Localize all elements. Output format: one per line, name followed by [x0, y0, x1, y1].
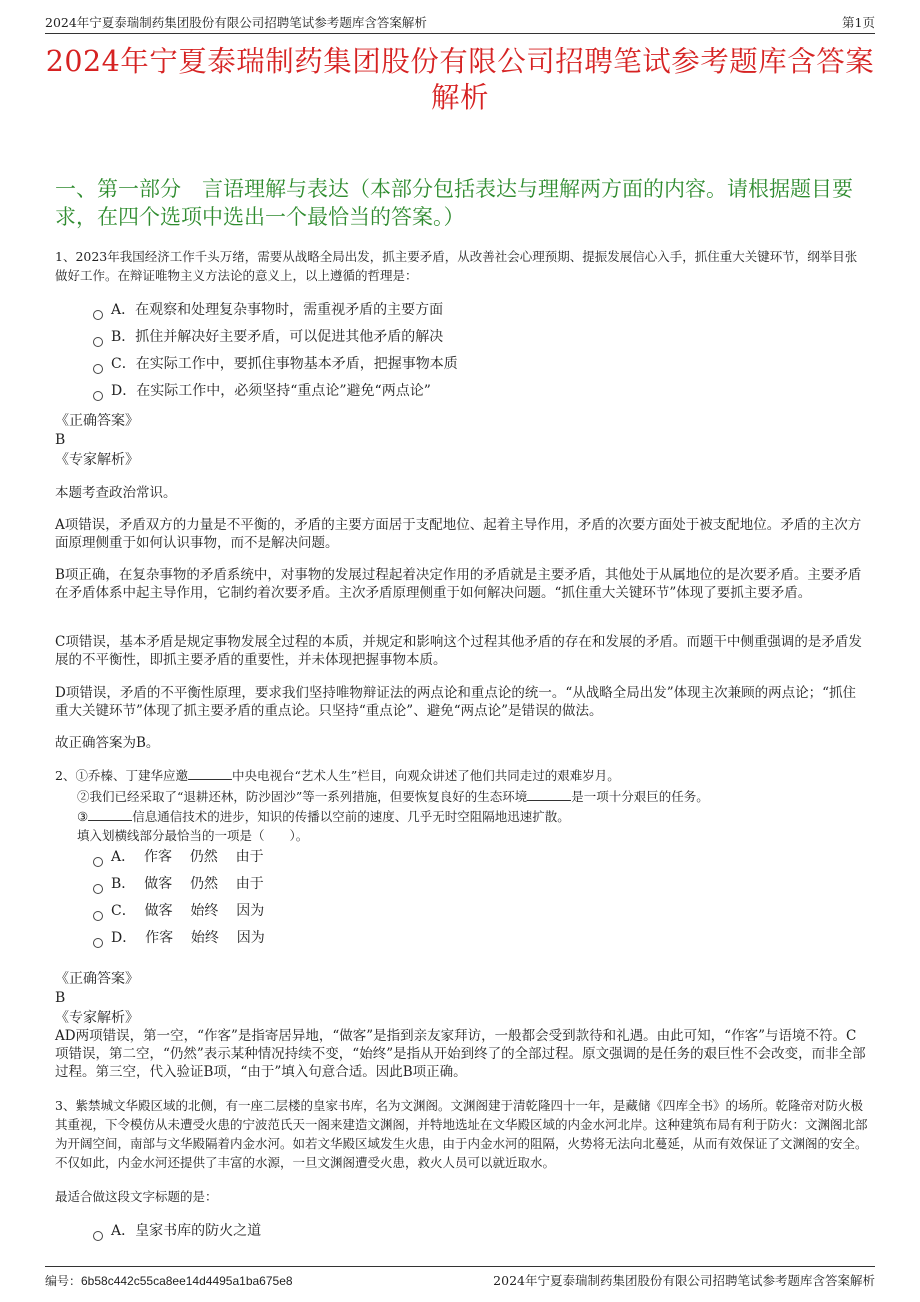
- document-title: 2024年宁夏泰瑞制药集团股份有限公司招聘笔试参考题库含答案解析: [45, 45, 875, 114]
- analysis-paragraph: AD两项错误，第一空，“作客”是指寄居异地，“做客”是指到亲友家拜访，一般都会受到款待和礼遇。由此可知，“作客”与语境不符。C项错误，第二空，“仍然”表示某种情况持续不变，“始终”是指从开始到终了的全部过程。原文强调的是任务的艰巨性不会改变，而非全部过程。第三空，代入验证B项，“由于”填入句意合适。因此B项正确。: [55, 1028, 866, 1080]
- radio-icon[interactable]: [93, 884, 103, 894]
- question-3-stem: 3、紫禁城文华殿区域的北侧，有一座二层楼的皇家书库，名为文渊阁。文渊阁建于清乾隆四十一年，是藏储《四库全书》的场所。乾隆帝对防火极其重视，下令模仿从未遭受火患的宁波范氏天一阁来建造文渊阁，并特地选址在文华殿区域的内金水河北岸。这种建筑布局有利于防火：文渊阁北部为开阔空间，南部与文华殿隔着内金水河。如若文华殿区域发生火患，由于内金水河的阻隔，火势将无法向北蔓延，从而有效保证了文渊阁的安全。不仅如此，内金水河还提供了丰富的水源，一旦文渊阁遭受火患，救火人员可以就近取水。: [55, 1098, 868, 1170]
- section-heading: 一、第一部分 言语理解与表达（本部分包括表达与理解两方面的内容。请根据题目要求，在四个选项中选出一个最恰当的答案。）: [55, 177, 853, 229]
- answer-label: 《正确答案》: [55, 413, 139, 429]
- analysis-label: 《专家解析》: [55, 1010, 139, 1026]
- footer-title: 2024年宁夏泰瑞制药集团股份有限公司招聘笔试参考题库含答案解析: [493, 1273, 875, 1288]
- question-2-line-2: ②我们已经采取了“退耕还林，防沙固沙”等一系列措施，但要恢复良好的生态环境 是一项十分艰巨的任务。: [77, 789, 709, 804]
- radio-icon[interactable]: [93, 857, 103, 867]
- question-3-prompt: 最适合做这段文字标题的是：: [55, 1189, 218, 1204]
- radio-icon[interactable]: [93, 938, 103, 948]
- question-2-line-1: 2、①乔榛、丁建华应邀 中央电视台“艺术人生”栏目，向观众讲述了他们共同走过的艰难岁月。: [55, 768, 620, 783]
- header-divider: [45, 33, 875, 34]
- question-2-option-d[interactable]: D． 作客 始终 因为: [93, 928, 265, 948]
- question-1-option-c[interactable]: C．在实际工作中，要抓住事物基本矛盾，把握事物本质: [93, 354, 458, 374]
- question-1-stem: 1、2023年我国经济工作千头万绪，需要从战略全局出发，抓主要矛盾，从改善社会心理预期、提振发展信心入手，抓住重大关键环节，纲举目张做好工作。在辩证唯物主义方法论的意义上，以上遵循的哲理是：: [55, 249, 858, 283]
- radio-icon[interactable]: [93, 391, 103, 401]
- header-title: 2024年宁夏泰瑞制药集团股份有限公司招聘笔试参考题库含答案解析: [45, 15, 427, 30]
- question-2-option-b[interactable]: B． 做客 仍然 由于: [93, 874, 264, 894]
- analysis-paragraph: C项错误，基本矛盾是规定事物发展全过程的本质，并规定和影响这个过程其他矛盾的存在和发展的矛盾。而题干中侧重强调的是矛盾发展的不平衡性，即抓主要矛盾的重要性，并未体现把握事物本质。: [55, 634, 862, 668]
- question-3-option-a[interactable]: A．皇家书库的防火之道: [93, 1221, 261, 1241]
- analysis-paragraph: D项错误，矛盾的不平衡性原理，要求我们坚持唯物辩证法的两点论和重点论的统一。“从战略全局出发”体现主次兼顾的两点论；“抓住重大关键环节”体现了抓主要矛盾的重点论。只坚持“重点论”、避免“两点论”是错误的做法。: [55, 685, 857, 719]
- footer-divider: [45, 1266, 875, 1267]
- question-1-option-a[interactable]: A．在观察和处理复杂事物时，需重视矛盾的主要方面: [93, 300, 443, 320]
- document-id: 编号：6b58c442c55ca8ee14d4495a1ba675e8: [45, 1274, 293, 1288]
- radio-icon[interactable]: [93, 310, 103, 320]
- radio-icon[interactable]: [93, 364, 103, 374]
- analysis-paragraph: 故正确答案为B。: [55, 735, 160, 751]
- question-2-option-c[interactable]: C． 做客 始终 因为: [93, 901, 264, 921]
- question-1-option-b[interactable]: B．抓住并解决好主要矛盾，可以促进其他矛盾的解决: [93, 327, 443, 347]
- question-1-option-d[interactable]: D．在实际工作中，必须坚持“重点论”避免“两点论”: [93, 381, 431, 401]
- answer-label: 《正确答案》: [55, 971, 139, 987]
- radio-icon[interactable]: [93, 337, 103, 347]
- analysis-paragraph: A项错误，矛盾双方的力量是不平衡的，矛盾的主要方面居于支配地位、起着主导作用，矛盾的次要方面处于被支配地位。矛盾的主次方面原理侧重于如何认识事物，而不是解决问题。: [55, 517, 862, 551]
- page-number: 第1页: [842, 15, 875, 30]
- question-2-line-3: ③ 信息通信技术的进步，知识的传播以空前的速度、几乎无时空阻隔地迅速扩散。: [77, 809, 570, 824]
- question-2-prompt: 填入划横线部分最恰当的一项是（ ）。: [77, 828, 309, 843]
- question-2-option-a[interactable]: A． 作客 仍然 由于: [93, 847, 264, 867]
- analysis-label: 《专家解析》: [55, 452, 139, 468]
- answer-value: B: [55, 432, 66, 448]
- radio-icon[interactable]: [93, 911, 103, 921]
- analysis-paragraph: B项正确，在复杂事物的矛盾系统中，对事物的发展过程起着决定作用的矛盾就是主要矛盾，其他处于从属地位的是次要矛盾。主要矛盾在矛盾体系中起主导作用，它制约着次要矛盾。主次矛盾原理侧重于如何解决问题。“抓住重大关键环节”体现了要抓主要矛盾。: [55, 567, 862, 601]
- radio-icon[interactable]: [93, 1231, 103, 1241]
- analysis-paragraph: 本题考查政治常识。: [55, 485, 177, 501]
- answer-value: B: [55, 990, 66, 1006]
